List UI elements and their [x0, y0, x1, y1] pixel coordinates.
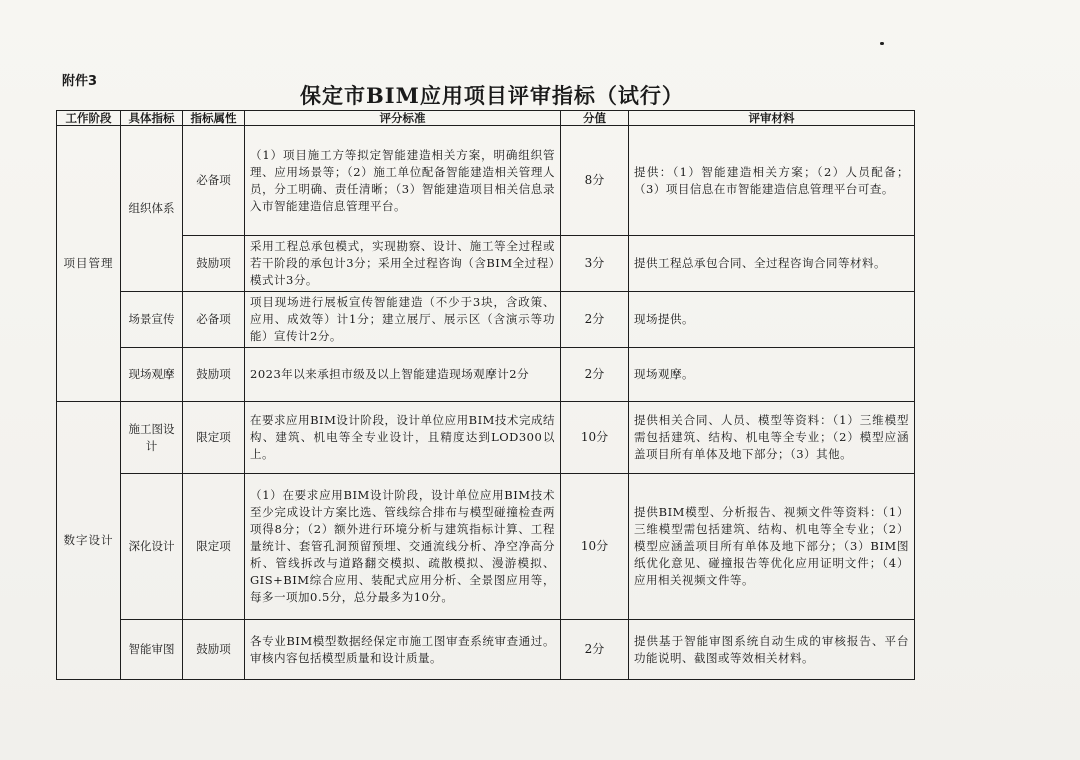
column-header-indicator: 具体指标 — [121, 111, 183, 126]
materials-cell: 提供工程总承包合同、全过程咨询合同等材料。 — [629, 236, 915, 292]
attribute-cell: 鼓励项 — [183, 236, 245, 292]
column-header-attribute: 指标属性 — [183, 111, 245, 126]
indicator-cell: 施工图设计 — [121, 402, 183, 474]
table-row — [57, 402, 915, 474]
indicator-cell: 组织体系 — [121, 126, 183, 292]
materials-cell: 现场提供。 — [629, 292, 915, 348]
materials-cell: 提供BIM模型、分析报告、视频文件等资料：（1）三维模型需包括建筑、结构、机电等全专业；（2）模型应涵盖项目所有单体及地下部分；（3）BIM图纸优化意见、碰撞报告等优化应用证明文件；（4）应用相关视频文件等。 — [629, 474, 915, 620]
column-header-score: 分值 — [561, 111, 629, 126]
evaluation-table — [56, 110, 915, 680]
table-row — [57, 292, 915, 348]
attribute-cell: 鼓励项 — [183, 620, 245, 680]
indicator-cell: 场景宣传 — [121, 292, 183, 348]
indicator-cell: 深化设计 — [121, 474, 183, 620]
score-cell: 8分 — [561, 126, 629, 236]
phase-cell: 项目管理 — [57, 126, 121, 402]
materials-cell: 现场观摩。 — [629, 348, 915, 402]
attribute-cell: 鼓励项 — [183, 348, 245, 402]
attribute-cell: 限定项 — [183, 402, 245, 474]
table-row — [57, 474, 915, 620]
attribute-cell: 限定项 — [183, 474, 245, 620]
header-row — [57, 111, 915, 126]
score-cell: 2分 — [561, 620, 629, 680]
score-cell: 2分 — [561, 292, 629, 348]
standard-cell: 采用工程总承包模式，实现勘察、设计、施工等全过程或若干阶段的承包计3分；采用全过程咨询（含BIM全过程）模式计3分。 — [245, 236, 561, 292]
document-title: 保定市BIM应用项目评审指标（试行） — [300, 83, 684, 108]
score-cell: 10分 — [561, 474, 629, 620]
standard-cell: （1）在要求应用BIM设计阶段，设计单位应用BIM技术至少完成设计方案比选、管线综合排布与模型碰撞检查两项得8分；（2）额外进行环境分析与建筑指标计算、工程量统计、套管孔洞预留预埋、交通流线分析、净空净高分析、管线拆改与道路翻交模拟、疏散模拟、漫游模拟、GIS+BIM综合应用、装配式应用分析、全景图应用等，每多一项加0.5分，总分最多为10分。 — [245, 474, 561, 620]
column-header-phase: 工作阶段 — [57, 111, 121, 126]
table-row — [57, 236, 915, 292]
indicator-cell: 智能审图 — [121, 620, 183, 680]
standard-cell: （1）项目施工方等拟定智能建造相关方案，明确组织管理、应用场景等；（2）施工单位配备智能建造相关管理人员，分工明确、责任清晰；（3）智能建造项目相关信息录入市智能建造信息管理平台。 — [245, 126, 561, 236]
table-row — [57, 348, 915, 402]
attachment-label: 附件3 — [62, 74, 98, 89]
table-row — [57, 126, 915, 236]
table-row — [57, 620, 915, 680]
standard-cell: 各专业BIM模型数据经保定市施工图审查系统审查通过。审核内容包括模型质量和设计质量。 — [245, 620, 561, 680]
scan-speck — [880, 42, 884, 45]
standard-cell: 2023年以来承担市级及以上智能建造现场观摩计2分 — [245, 348, 561, 402]
standard-cell: 项目现场进行展板宣传智能建造（不少于3块，含政策、应用、成效等）计1分；建立展厅、展示区（含演示等功能）宣传计2分。 — [245, 292, 561, 348]
standard-cell: 在要求应用BIM设计阶段，设计单位应用BIM技术完成结构、建筑、机电等全专业设计，且精度达到LOD300以上。 — [245, 402, 561, 474]
column-header-materials: 评审材料 — [629, 111, 915, 126]
materials-cell: 提供基于智能审图系统自动生成的审核报告、平台功能说明、截图或等效相关材料。 — [629, 620, 915, 680]
indicator-cell: 现场观摩 — [121, 348, 183, 402]
score-cell: 2分 — [561, 348, 629, 402]
attribute-cell: 必备项 — [183, 126, 245, 236]
column-header-standard: 评分标准 — [245, 111, 561, 126]
attribute-cell: 必备项 — [183, 292, 245, 348]
score-cell: 10分 — [561, 402, 629, 474]
materials-cell: 提供：（1）智能建造相关方案；（2）人员配备；（3）项目信息在市智能建造信息管理平台可查。 — [629, 126, 915, 236]
materials-cell: 提供相关合同、人员、模型等资料：（1）三维模型需包括建筑、结构、机电等全专业；（2）模型应涵盖项目所有单体及地下部分；（3）其他。 — [629, 402, 915, 474]
score-cell: 3分 — [561, 236, 629, 292]
phase-cell: 数字设计 — [57, 402, 121, 680]
